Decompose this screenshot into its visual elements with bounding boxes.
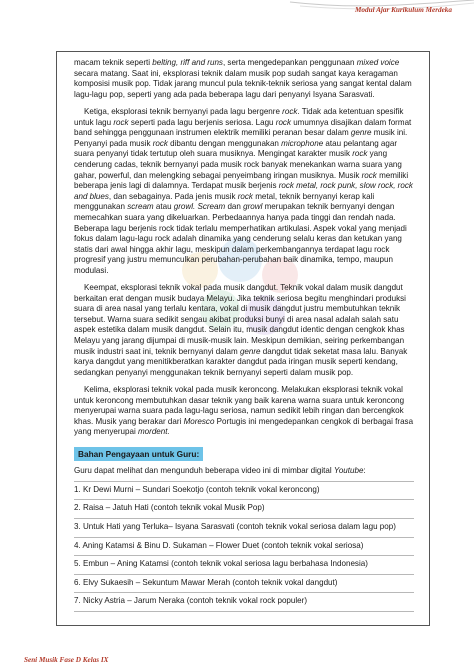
body-paragraphs bbox=[74, 58, 414, 438]
italic-term: genre bbox=[239, 346, 261, 356]
video-list-item: 1. Kr Dewi Murni – Sundari Soekotjo (contoh teknik vokal keroncong) bbox=[74, 481, 414, 500]
text-run: Guru dapat melihat dan mengunduh beberapa video ini di mimbar digital bbox=[74, 466, 334, 476]
text-run: memiliki beberapa jenis lagi di dalamnya. Terdapat musik berjenis bbox=[74, 170, 409, 191]
page-content bbox=[74, 58, 414, 612]
text-run: . Tidak ada ketentuan spesifik untuk lagu bbox=[74, 106, 404, 127]
text-run: yang cenderung cadas, teknik bernyanyi pada musik rock banyak menekankan warna suara yang gahar, powerful, dan melengking sebagai penyeimbang iringan musiknya. Musik bbox=[74, 149, 402, 180]
italic-term: mixed voice bbox=[356, 58, 400, 67]
footer-title: Seni Musik Fase D Kelas IX bbox=[24, 656, 109, 664]
video-list-item: 6. Elvy Sukaesih – Sekuntum Mawar Merah (contoh teknik vokal dangdut) bbox=[74, 574, 414, 593]
video-list-item: 5. Embun – Aning Katamsi (contoh teknik vokal seriosa lagu berbahasa Indonesia) bbox=[74, 555, 414, 574]
video-list-item: 4. Aning Katamsi & Binu D. Sukaman – Flower Duet (contoh teknik vokal seriosa) bbox=[74, 537, 414, 556]
italic-term: rock bbox=[352, 149, 368, 159]
text-run: musik ini. Penyanyi pada musik bbox=[74, 128, 408, 148]
text-run: Keempat, eksplorasi teknik vokal pada musik dangdut. Teknik vokal dalam musik dangdut berkaitan erat dengan musik budaya Melayu. Jika teknik seriosa begitu menghindari produksi suara di area nasal yang terlalu kentara, vokal di musik dangdut justru membutuhkan teknik tersebut. Warna suara sedikit sengau akibat produksi bunyi di area nasal adalah salah satu aspek estetika dalam musik dangdut. Selain itu, musik dangdut identic dengan cengkok khas Melayu yang jarang dijumpai di musik-musik lain. Meskipun demikian, seiring perkembangan musik industri saat ini, teknik bernyanyi dalam bbox=[74, 283, 406, 356]
video-list bbox=[74, 481, 414, 612]
italic-term: belting, riff and runs bbox=[152, 58, 223, 67]
italic-term: rock bbox=[113, 117, 129, 127]
italic-term: genre bbox=[350, 128, 372, 138]
italic-term: microphone bbox=[281, 138, 324, 148]
body-paragraph bbox=[74, 107, 414, 277]
body-paragraph bbox=[74, 283, 414, 378]
body-paragraph bbox=[74, 58, 414, 100]
video-list-item: 3. Untuk Hati yang Terluka– Isyana Sarasvati (contoh teknik vokal seriosa dalam lagu pop) bbox=[74, 518, 414, 537]
italic-term: Youtube bbox=[333, 466, 364, 476]
italic-term: rock bbox=[275, 117, 291, 127]
header-title: Modul Ajar Kurikulum Merdeka bbox=[355, 6, 452, 14]
text-run: Portugis ini mengedepankan cengkok di berbagai frasa yang menyerupai bbox=[74, 416, 414, 437]
text-run: , serta mengedepankan penggunaan bbox=[222, 58, 357, 67]
text-run: secara matang. Saat ini, eksplorasi teknik dalam musik pop sudah sangat kaya keragaman komposisi musik pop. Tidak jarang muncul pula teknik-teknik seriosa yang sangat kental dalam lagu-lagu pop, seperti yang ada pada beberapa lagu dari penyanyi Isyana Sarasvati. bbox=[74, 68, 412, 99]
text-run: dibantu dengan menggunakan bbox=[167, 138, 282, 148]
text-run: atau pelantang agar suara penyanyi tidak tertutup oleh suara musiknya. Mengingat karakter musik bbox=[74, 138, 398, 159]
text-run: dan bbox=[225, 202, 244, 212]
italic-term: rock bbox=[152, 138, 168, 148]
italic-term: rock bbox=[282, 106, 298, 116]
text-run: Kelima, eksplorasi teknik vokal pada musik keroncong. Melakukan eksplorasi teknik vokal untuk keroncong membutuhkan dasar teknik yang baik karena warna suara untuk keroncong menyerupai warna suara pada lagu-lagu seriosa, namun sedikit lebih ringan dan bercengkok khas. Musik yang berakar dari bbox=[74, 385, 405, 426]
text-run: merupakan teknik bernyanyi dengan memecahkan suara yang dikeluarkan. Perbedaannya hanya pada tinggi dan rendah nada. Beberapa lagu berjenis rock tidak terlalu memperhatikan artikulasi. Aspek vokal yang menjadi fokus dalam lagu-lagu rock adalah dinamika yang cenderung selalu keras dan ketukan yang statis dari awal hingga akhir lagu, meskipun dalam perkembangannya terdapat lagu rock progresif yang justru memunculkan perubahan-perubahan baik dinamika, tempo, maupun modulasi. bbox=[74, 202, 407, 275]
enrichment-intro bbox=[74, 466, 414, 477]
text-run: metal, teknik bernyanyi kerap kali menggunakan bbox=[74, 191, 375, 212]
text-run: macam teknik seperti bbox=[74, 58, 153, 67]
text-run: atau bbox=[153, 202, 174, 212]
enrichment-section bbox=[74, 445, 414, 612]
body-paragraph bbox=[74, 385, 414, 438]
italic-term: growl. Scream bbox=[173, 202, 226, 212]
italic-term: mordent. bbox=[137, 427, 170, 437]
text-run: seperti pada lagu berjenis seriosa. Lagu bbox=[128, 117, 276, 127]
italic-term: Moresco bbox=[183, 416, 215, 426]
text-run: , dan sebagainya. Pada jenis musik bbox=[108, 191, 238, 201]
italic-term: scream bbox=[127, 202, 154, 212]
text-run: umumnya disajikan dalam format band sehingga penggunaan instrumen elektrik memiliki peranan besar dalam bbox=[74, 117, 412, 138]
italic-term: growl bbox=[243, 202, 263, 212]
italic-term: rock bbox=[361, 170, 377, 180]
text-run: Ketiga, eksplorasi teknik bernyanyi pada lagu bergenre bbox=[84, 106, 283, 116]
italic-term: rock bbox=[237, 191, 253, 201]
text-run: dangdut tidak seketat masa lalu. Banyak karya dangdut yang menitikberatkan karakter dangdut pada iringan musik seperti kendang, sedangkan penyanyi menggunakan teknik bernyanyi seperti dalam musik pop. bbox=[74, 346, 408, 377]
text-run: : bbox=[363, 466, 366, 476]
italic-term: rock metal, rock punk, slow rock, rock and blues bbox=[74, 181, 413, 201]
video-list-item: 2. Raisa – Jatuh Hati (contoh teknik vokal Musik Pop) bbox=[74, 499, 414, 518]
enrichment-title: Bahan Pengayaan untuk Guru: bbox=[74, 447, 203, 462]
video-list-item: 7. Nicky Astria – Jarum Neraka (contoh teknik vokal rock populer) bbox=[74, 592, 414, 612]
